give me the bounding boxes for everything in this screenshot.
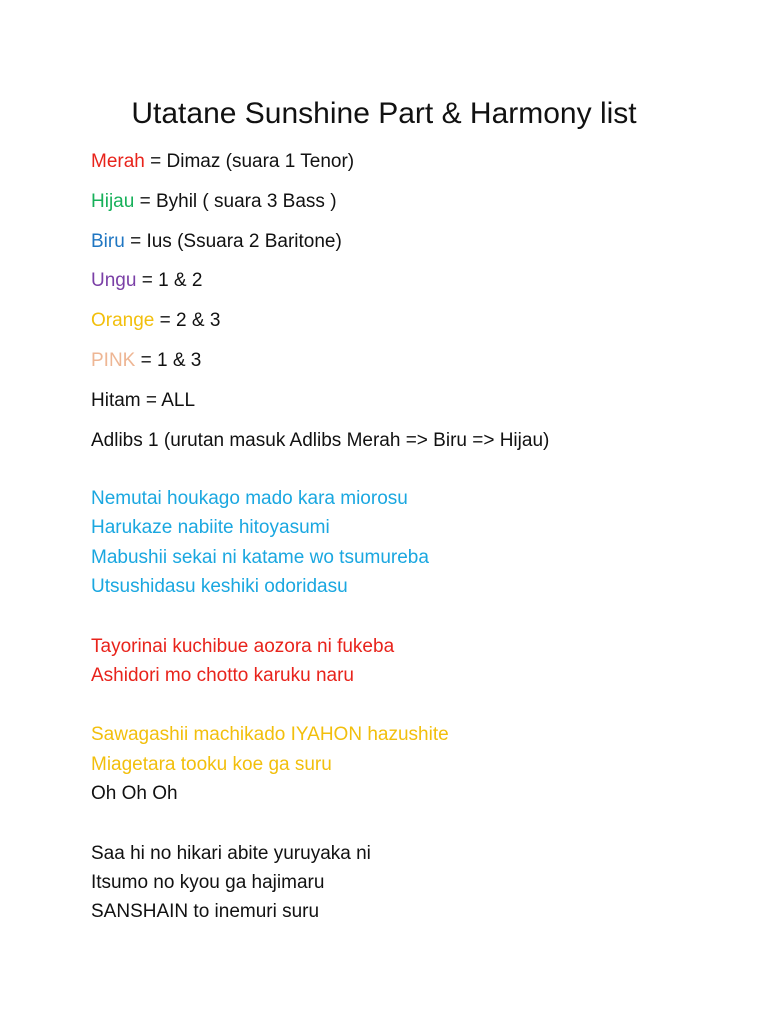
lyric-line: Saa hi no hikari abite yuruyaka ni	[91, 842, 371, 864]
lyric-line: Sawagashii machikado IYAHON hazushite	[91, 724, 449, 746]
lyric-stanza	[91, 720, 751, 808]
legend-item	[91, 148, 751, 188]
legend-assignment: = 1 & 3	[135, 349, 202, 371]
lyric-line: Nemutai houkago mado kara miorosu	[91, 488, 408, 509]
legend-assignment: = Ius (Ssuara 2 Baritone)	[124, 230, 342, 252]
lyric-line: Mabushii sekai ni katame wo tsumureba	[91, 546, 429, 568]
legend-color-label: Biru	[91, 230, 125, 252]
legend-item	[91, 387, 751, 427]
legend-item	[91, 307, 751, 347]
lyric-line: Utsushidasu keshiki odoridasu	[91, 576, 348, 598]
page-title: Utatane Sunshine Part & Harmony list	[131, 97, 637, 130]
legend-color-label: Ungu	[91, 270, 137, 292]
legend-item	[91, 188, 751, 228]
legend-item	[91, 347, 751, 387]
lyrics	[91, 484, 751, 957]
lyric-line: SANSHAIN to inemuri suru	[91, 901, 320, 923]
legend-color-label: Orange	[91, 310, 155, 332]
legend-color-label: Hitam = ALL	[91, 389, 196, 411]
legend-color-label: Hijau	[91, 190, 135, 212]
legend-item	[91, 427, 751, 467]
lyric-line: Miagetara tooku koe ga suru	[91, 753, 332, 775]
legend-assignment: = 1 & 2	[136, 270, 203, 292]
lyric-stanza	[91, 839, 751, 927]
lyric-line: Itsumo no kyou ga hajimaru	[91, 871, 325, 893]
lyric-line: Harukaze nabiite hitoyasumi	[91, 517, 330, 539]
lyric-stanza	[91, 484, 751, 602]
legend-color-label: PINK	[91, 349, 136, 371]
lyric-line: Tayorinai kuchibue aozora ni fukeba	[91, 635, 395, 657]
legend-assignment: = Byhil ( suara 3 Bass )	[134, 190, 337, 212]
lyric-stanza	[91, 632, 751, 691]
legend-assignment: = Dimaz (suara 1 Tenor)	[144, 151, 355, 172]
lyric-line: Oh Oh Oh	[91, 783, 178, 805]
legend-color-label: Merah	[91, 151, 145, 172]
legend-assignment: = 2 & 3	[154, 310, 221, 332]
legend-item	[91, 228, 751, 268]
legend-item	[91, 267, 751, 307]
part-legend	[91, 148, 751, 466]
lyric-line: Ashidori mo chotto karuku naru	[91, 664, 354, 686]
legend-color-label: Adlibs 1 (urutan masuk Adlibs Merah => Biru => Hijau)	[91, 429, 550, 451]
